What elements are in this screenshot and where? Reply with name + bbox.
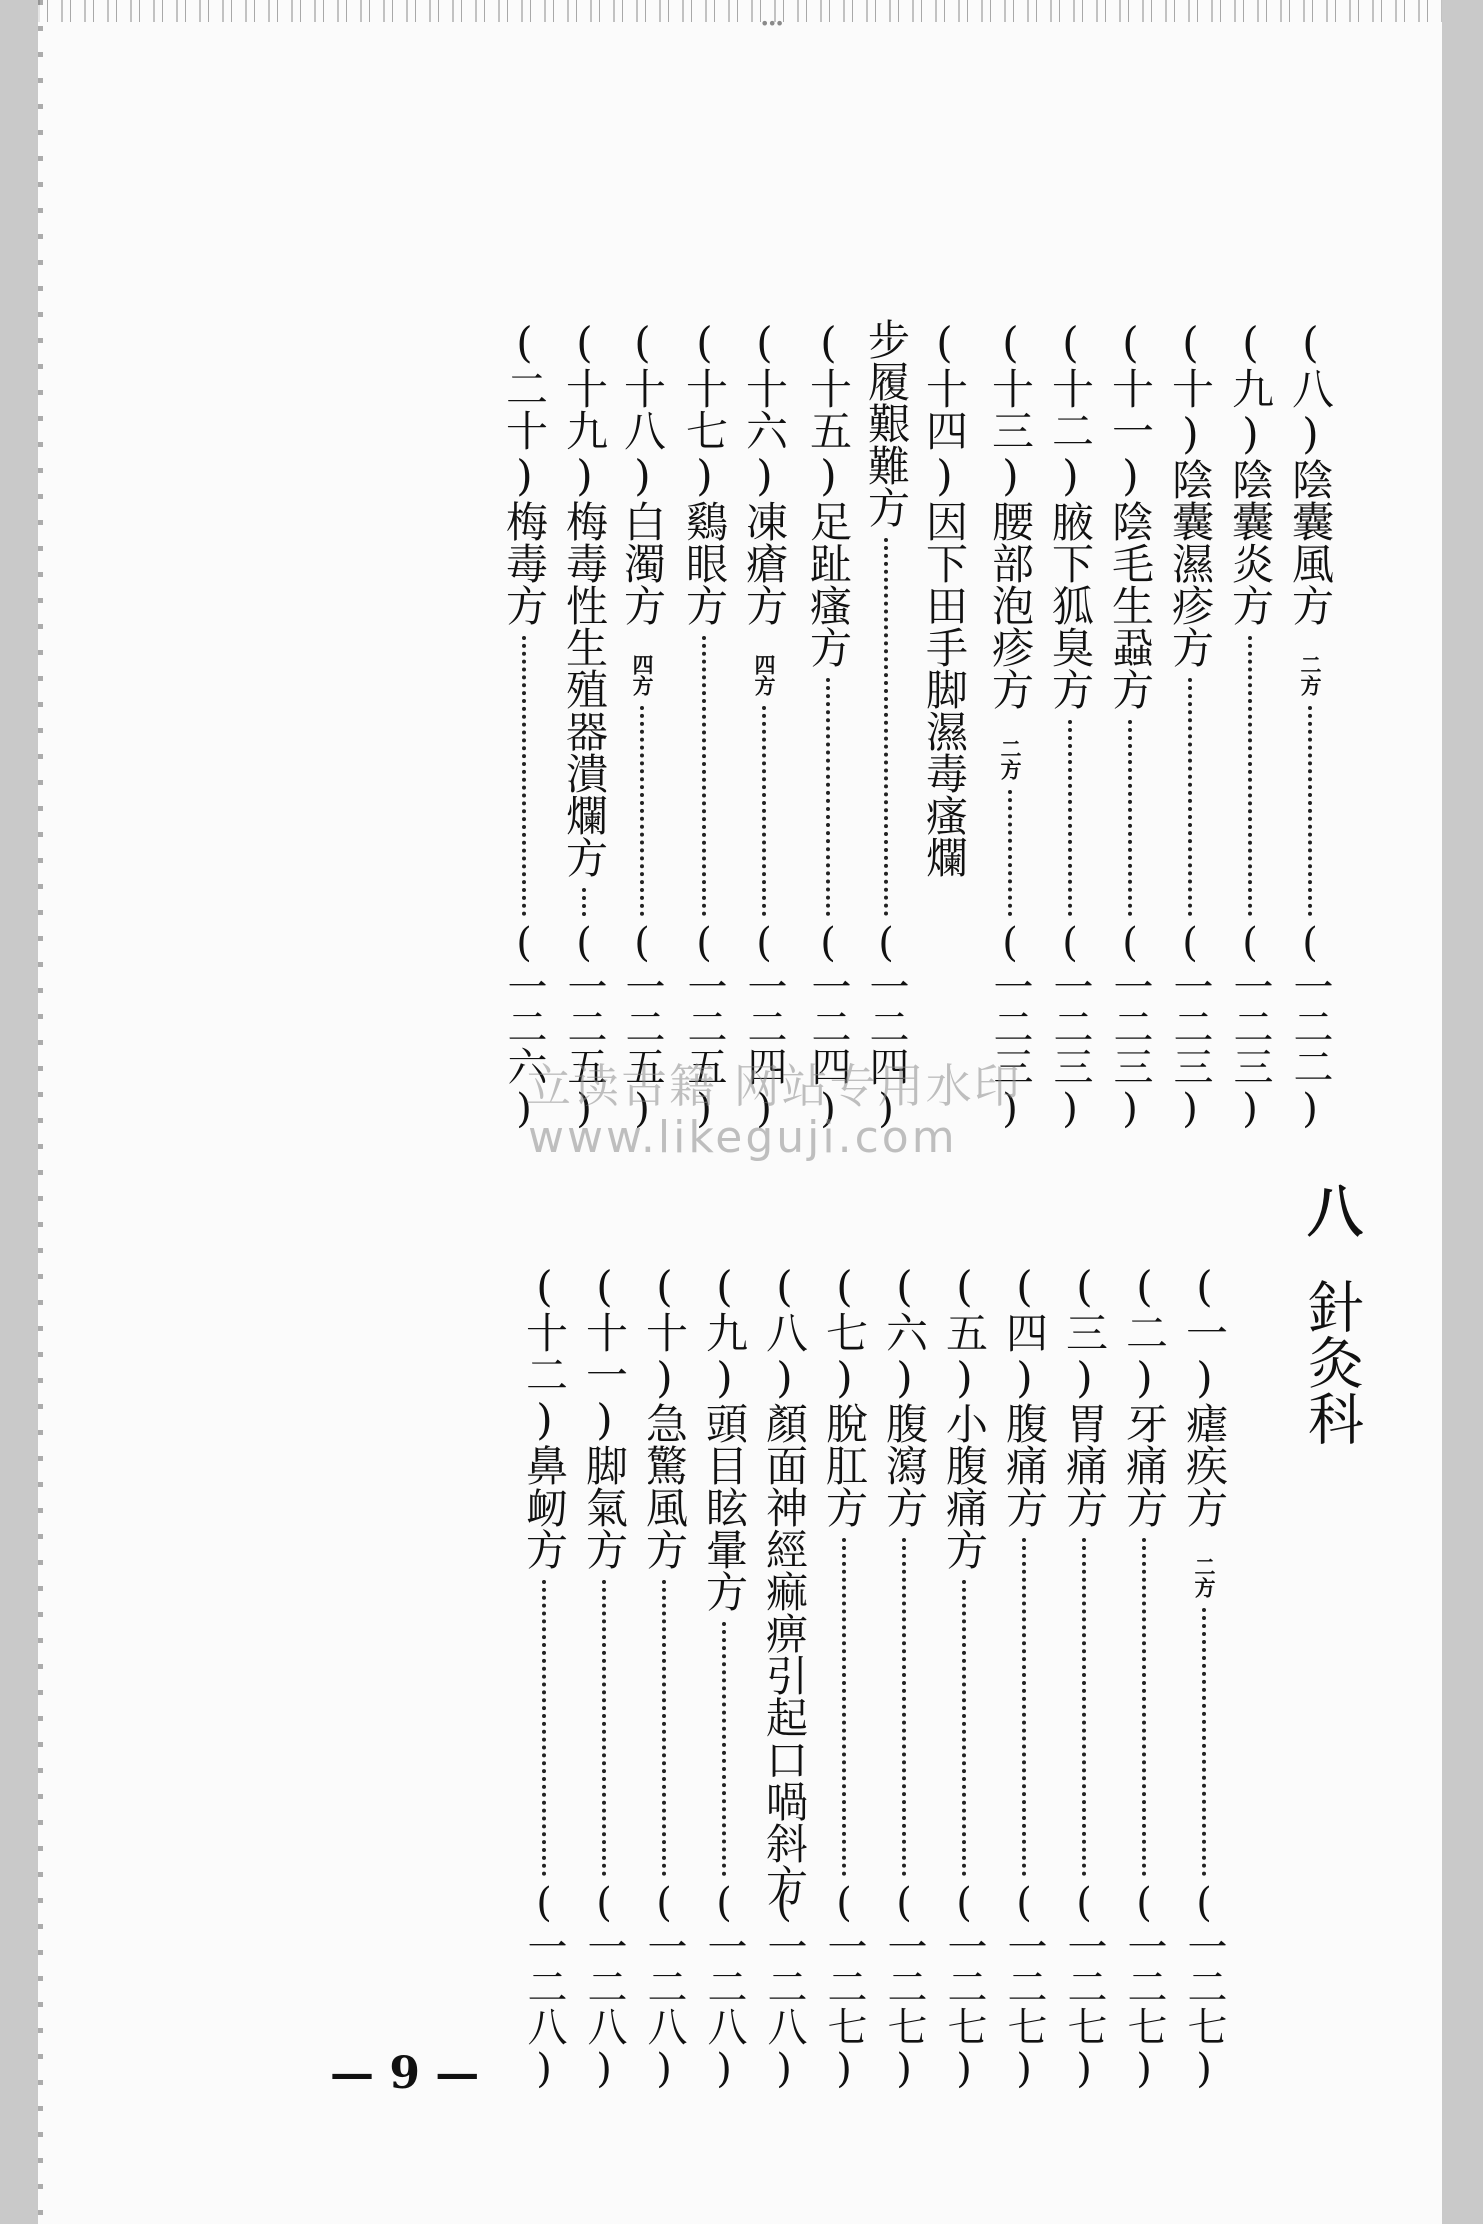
toc-entry-title: (十二)腋下狐臭方 [1046, 318, 1095, 710]
toc-leader-dots [842, 1538, 846, 1876]
toc-entry-page: (一二七) [1061, 1880, 1107, 2092]
toc-entry-label[interactable] [876, 1262, 932, 1528]
toc-entry-title: (三)胃痛方 [1060, 1262, 1109, 1528]
toc-entry-label[interactable] [516, 1262, 572, 1570]
toc-entry-title: (十八)白濁方 [618, 318, 667, 626]
toc-entry-title: (七)脫肛方 [820, 1262, 869, 1528]
toc-entry-page: (一二四) [805, 920, 851, 1132]
toc-entry-note: 二方 [1298, 654, 1323, 696]
toc-entry-title: (十四)因下田手脚濕毒瘙爛 [920, 318, 969, 878]
toc-entry-page: (一二六) [501, 920, 547, 1132]
toc-leader-dots [1128, 720, 1132, 916]
toc-entry-title: (二)牙痛方 [1120, 1262, 1169, 1528]
book-page [38, 0, 1442, 2224]
toc-entry-page: (一二八) [701, 1880, 747, 2092]
toc-leader-dots [602, 1580, 606, 1876]
scan-edge-noise [38, 0, 1442, 22]
toc-entry-note: 四方 [752, 654, 777, 696]
toc-entry-page: (一二三) [1167, 920, 1213, 1132]
toc-entry-label[interactable] [676, 318, 732, 626]
toc-entry-title: (十)陰囊濕疹方 [1166, 318, 1215, 668]
toc-entry-title: (十六)凍瘡方 [740, 318, 789, 626]
toc-entry-page: (一二八) [761, 1880, 807, 2092]
toc-entry-label[interactable] [936, 1262, 992, 1570]
toc-leader-dots [826, 678, 830, 916]
toc-entry-page: (一二三) [1047, 920, 1093, 1132]
toc-entry-label[interactable] [556, 318, 612, 878]
toc-entry-label[interactable] [916, 318, 972, 878]
toc-entry-label[interactable] [1222, 318, 1278, 626]
toc-entry-note: 二方 [1192, 1556, 1217, 1598]
toc-leader-dots [1188, 678, 1192, 916]
toc-entry-title: (一)瘧疾方 [1180, 1262, 1229, 1528]
toc-leader-dots [962, 1580, 966, 1876]
toc-entry-label[interactable] [576, 1262, 632, 1570]
toc-entry-title: (十一)陰毛生蝨方 [1106, 318, 1155, 710]
toc-entry-page: (一二七) [1181, 1880, 1227, 2092]
toc-entry-title: (五)小腹痛方 [940, 1262, 989, 1570]
toc-leader-dots [1202, 1608, 1206, 1876]
toc-entry-title: 步履艱難方 [862, 318, 911, 528]
section-title: 針灸科 [1299, 1278, 1364, 1446]
toc-entry-title: (十二)鼻衂方 [520, 1262, 569, 1570]
toc-entry-label[interactable] [636, 1262, 692, 1570]
toc-leader-dots [542, 1580, 546, 1876]
toc-leader-dots [582, 888, 586, 916]
toc-entry-page: (一二四) [863, 920, 909, 1132]
toc-entry-label[interactable] [736, 318, 792, 696]
toc-leader-dots [1308, 706, 1312, 916]
toc-leader-dots [722, 1622, 726, 1876]
toc-entry-label[interactable] [800, 318, 856, 668]
toc-entry-label[interactable] [1282, 318, 1338, 696]
toc-entry-page: (一二七) [1121, 1880, 1167, 2092]
toc-leader-dots [702, 636, 706, 916]
toc-leader-dots [1248, 636, 1252, 916]
toc-entry-page: (一二八) [581, 1880, 627, 2092]
toc-leader-dots [884, 538, 888, 916]
toc-leader-dots [522, 636, 526, 916]
toc-entry-page: (一二五) [561, 920, 607, 1132]
toc-entry-label[interactable] [1176, 1262, 1232, 1598]
toc-entry-label[interactable] [1162, 318, 1218, 668]
page-number: — 9 — [330, 2048, 480, 2099]
toc-leader-dots [640, 706, 644, 916]
scan-edge-left [38, 0, 43, 2224]
toc-entry-title: (二十)梅毒方 [500, 318, 549, 626]
toc-leader-dots [902, 1538, 906, 1876]
toc-entry-label[interactable] [496, 318, 552, 626]
toc-entry-note: 二方 [998, 738, 1023, 780]
toc-entry-page: (一二七) [881, 1880, 927, 2092]
toc-leader-dots [662, 1580, 666, 1876]
toc-entry-title: (九)頭目眩暈方 [700, 1262, 749, 1612]
toc-entry-page: (一二七) [1001, 1880, 1047, 2092]
toc-entry-title: (八)陰囊風方 [1286, 318, 1335, 626]
toc-entry-label[interactable] [1116, 1262, 1172, 1528]
toc-leader-dots [1068, 720, 1072, 916]
toc-entry-page: (一二五) [681, 920, 727, 1132]
toc-entry-title: (十五)足趾瘙方 [804, 318, 853, 668]
toc-entry-page: (一二三) [1107, 920, 1153, 1132]
toc-entry-title: (十三)腰部泡疹方 [986, 318, 1035, 710]
toc-entry-page: (一二七) [821, 1880, 867, 2092]
toc-entry-title: (十一)脚氣方 [580, 1262, 629, 1570]
section-number: 八 [1298, 1182, 1364, 1238]
toc-entry-note: 四方 [630, 654, 655, 696]
toc-entry-title: (六)腹瀉方 [880, 1262, 929, 1528]
toc-leader-dots [1142, 1538, 1146, 1876]
toc-entry-page: (一二七) [941, 1880, 987, 2092]
section-heading [1296, 1182, 1366, 1446]
watermark-text: 立读古籍 网站专用水印 [525, 1059, 1022, 1113]
toc-entry-page: (一二四) [741, 920, 787, 1132]
watermark-url: www.likeguji.com [528, 1112, 958, 1163]
toc-entry-title: (十九)梅毒性生殖器潰爛方 [560, 318, 609, 878]
toc-entry-label[interactable] [1102, 318, 1158, 710]
toc-entry-title: (十)急驚風方 [640, 1262, 689, 1570]
toc-leader-dots [762, 706, 766, 916]
toc-entry-title: (四)腹痛方 [1000, 1262, 1049, 1528]
toc-entry-label[interactable] [816, 1262, 872, 1528]
toc-entry-label[interactable] [756, 1262, 812, 1906]
toc-entry-page: (一二八) [521, 1880, 567, 2092]
toc-entry-label[interactable] [696, 1262, 752, 1612]
more-options-icon[interactable]: ••• [760, 14, 783, 33]
toc-entry-page: (一二二) [1287, 920, 1333, 1132]
toc-entry-label[interactable] [614, 318, 670, 696]
toc-entry-page: (一二五) [619, 920, 665, 1132]
toc-entry-label[interactable] [982, 318, 1038, 780]
toc-entry-page: (一二八) [641, 1880, 687, 2092]
toc-leader-dots [1008, 790, 1012, 916]
toc-entry-label[interactable] [1056, 1262, 1112, 1528]
toc-entry-title: (九)陰囊炎方 [1226, 318, 1275, 626]
toc-leader-dots [1082, 1538, 1086, 1876]
toc-entry-label[interactable] [1042, 318, 1098, 710]
toc-entry-label[interactable] [858, 318, 914, 528]
toc-entry-label[interactable] [996, 1262, 1052, 1528]
toc-entry-page: (一二三) [987, 920, 1033, 1132]
toc-entry-page: (一二三) [1227, 920, 1273, 1132]
toc-entry-title: (十七)鷄眼方 [680, 318, 729, 626]
toc-leader-dots [1022, 1538, 1026, 1876]
toc-entry-title: (八)顏面神經痲痹引起口喎斜方 [760, 1262, 809, 1906]
